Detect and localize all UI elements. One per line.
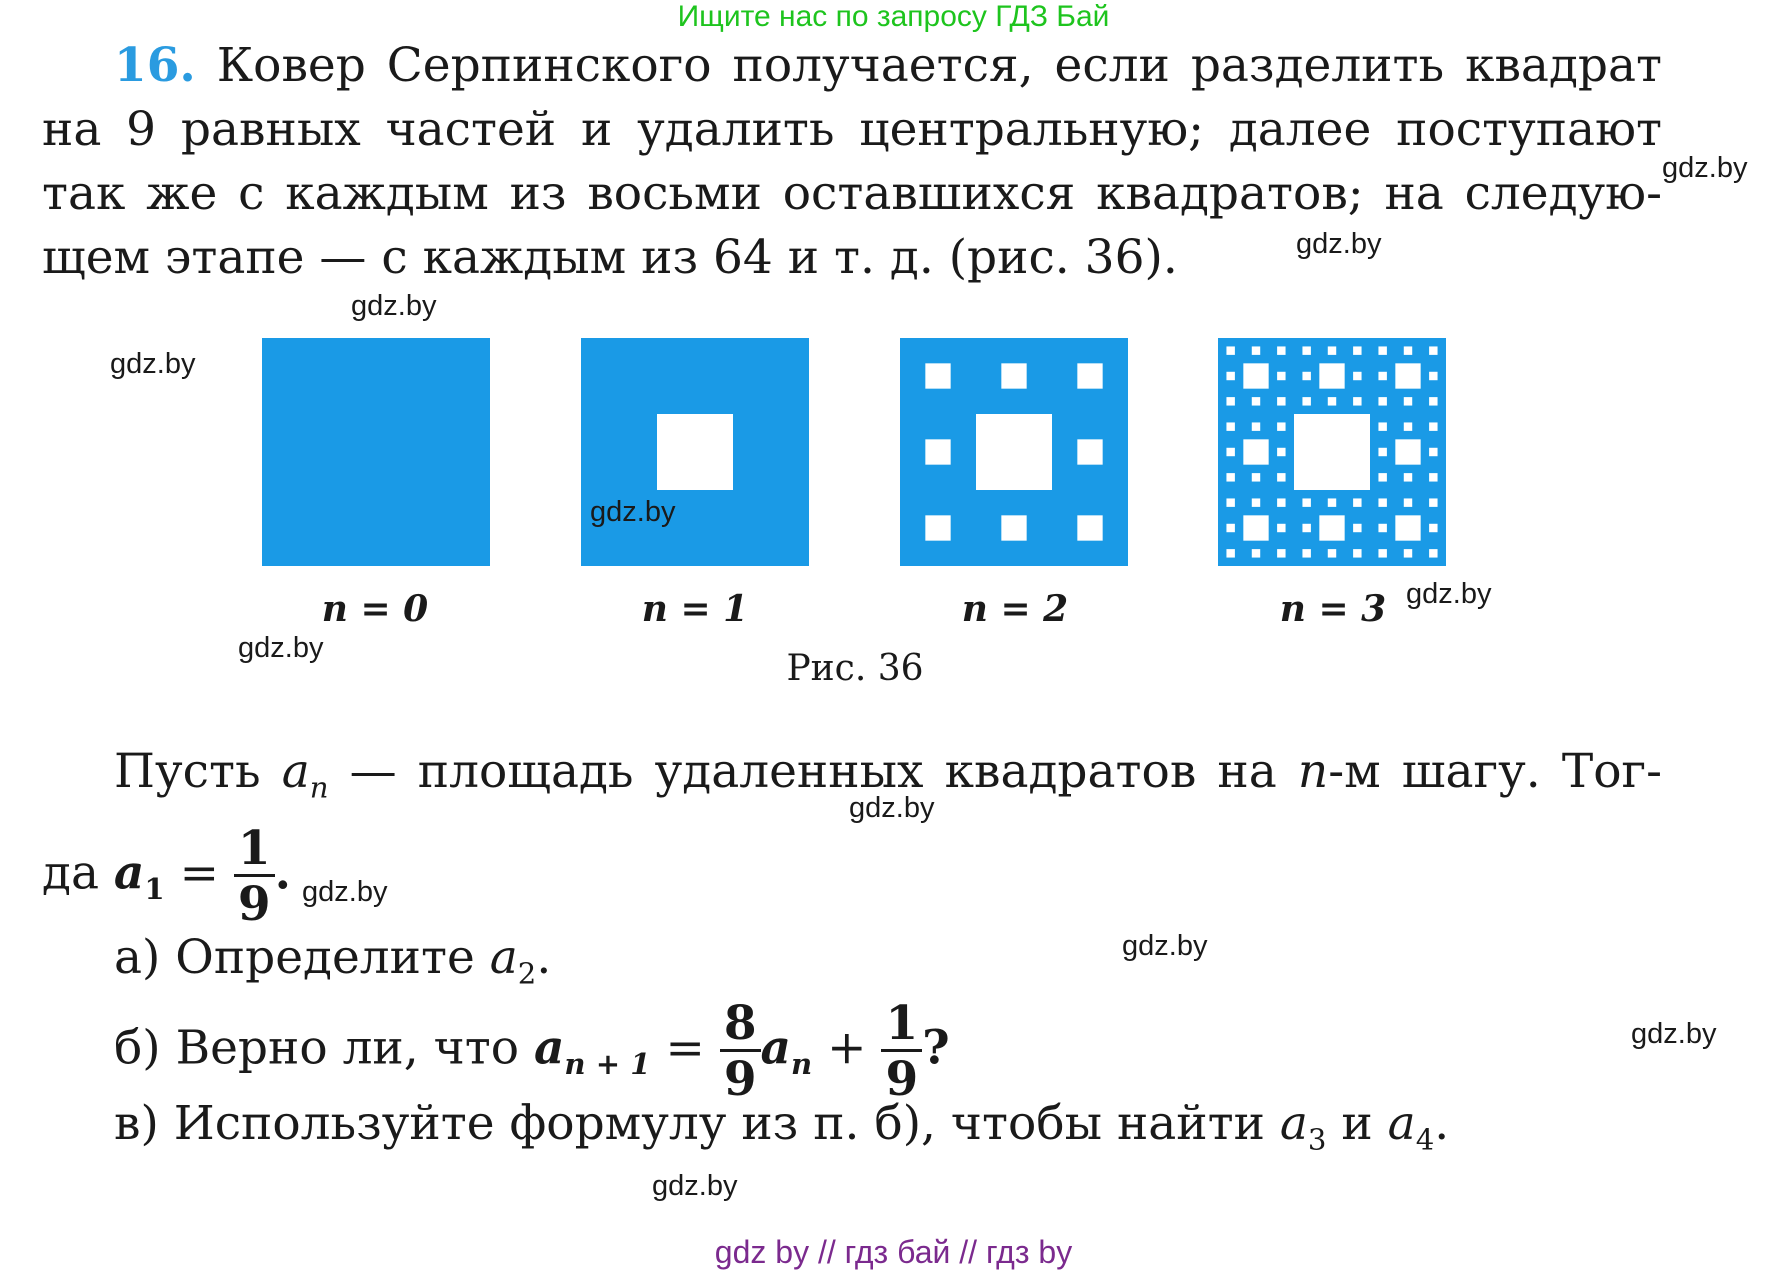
carpet-hole [1001, 515, 1026, 540]
watermark: gdz.by [1296, 228, 1382, 260]
header-ad-text: Ищите нас по запросу ГДЗ Бай [677, 0, 1110, 33]
carpet-hole [1226, 473, 1234, 481]
carpet-hole [657, 414, 733, 490]
watermark: gdz.by [1662, 152, 1748, 184]
carpet-hole [1395, 439, 1420, 464]
carpet-hole [1429, 346, 1437, 354]
carpet-hole [1252, 549, 1260, 557]
carpet-hole [1429, 524, 1437, 532]
carpet-hole [1077, 363, 1102, 388]
carpet-hole [1277, 498, 1285, 506]
carpet-hole [1395, 363, 1420, 388]
carpet-hole [1429, 448, 1437, 456]
carpet-hole [1353, 524, 1361, 532]
carpet-hole [925, 515, 950, 540]
carpet-hole [1277, 346, 1285, 354]
fraction-one-ninth-b: $\frac{1}{9}$ [881, 1000, 922, 1103]
sierpinski-figure [0, 330, 1787, 590]
carpet-hole [1395, 515, 1420, 540]
definition-line-1: Пусть $a_n$ — площадь удаленных квадратов на n-м шагу. Тог- [114, 744, 1663, 805]
carpet-hole [1378, 346, 1386, 354]
carpet-hole [1277, 397, 1285, 405]
carpet-hole [1226, 372, 1234, 380]
definition-line-2: да $a_1$ = $\frac{1}{9}$ . [42, 821, 291, 933]
carpet-hole [1319, 515, 1344, 540]
carpet-hole [1277, 448, 1285, 456]
watermark: gdz.by [238, 632, 324, 664]
definition-text [42, 740, 1663, 933]
problem-number: 16. [114, 38, 196, 93]
carpet-hole [1378, 498, 1386, 506]
carpet-hole [1353, 372, 1361, 380]
carpet-hole [1226, 422, 1234, 430]
carpet-hole [1404, 346, 1412, 354]
carpet-hole [1353, 549, 1361, 557]
carpet-hole [1353, 397, 1361, 405]
carpet-hole [1226, 346, 1234, 354]
carpet-hole [1226, 549, 1234, 557]
watermark: gdz.by [652, 1170, 738, 1202]
carpet-hole [925, 363, 950, 388]
carpet-hole [1404, 422, 1412, 430]
carpet-hole [1429, 498, 1437, 506]
carpet-hole [925, 439, 950, 464]
carpet-hole [1077, 439, 1102, 464]
carpet-hole [1378, 422, 1386, 430]
watermark: gdz.by [110, 348, 196, 380]
carpet-hole [1404, 549, 1412, 557]
problem-text [42, 34, 1662, 290]
carpet-hole [1378, 448, 1386, 456]
watermark: gdz.by [849, 792, 935, 824]
carpet-hole [1378, 524, 1386, 532]
carpet-hole [1319, 363, 1344, 388]
label-n0: n = 0 [321, 588, 429, 630]
carpet-hole [1378, 372, 1386, 380]
problem-line-3: так же с каждым из восьми оставшихся квадратов; на следую- [42, 166, 1662, 221]
item-c: в) Используйте формулу из п. б), чтобы найти $a_3$ и $a_4$. [114, 1096, 1450, 1157]
carpet-hole [1302, 372, 1310, 380]
carpet-hole [1353, 346, 1361, 354]
figure-caption: Рис. 36 [786, 648, 924, 689]
carpet-hole [1277, 524, 1285, 532]
problem-line-1-text: Ковер Серпинского получается, если разделить квадрат [216, 38, 1662, 93]
carpet-hole [1378, 549, 1386, 557]
problem-line-4: щем этапе — с каждым из 64 и т. д. (рис. 36). [42, 230, 1178, 285]
fraction-eight-ninths: $\frac{8}{9}$ [720, 1000, 761, 1103]
carpet-hole [1429, 372, 1437, 380]
carpet-level-0 [262, 338, 490, 566]
watermark: gdz.by [302, 876, 388, 908]
carpet-hole [1252, 397, 1260, 405]
carpet-hole [1277, 422, 1285, 430]
carpet-hole [1226, 397, 1234, 405]
carpet-hole [1429, 397, 1437, 405]
carpet-hole [1294, 414, 1370, 490]
carpet-hole [1277, 549, 1285, 557]
watermark: gdz.by [590, 496, 676, 528]
carpet-hole [1252, 498, 1260, 506]
label-n1: n = 1 [641, 588, 749, 630]
carpet-hole [1328, 549, 1336, 557]
carpet-hole [1226, 524, 1234, 532]
carpet-hole [1226, 498, 1234, 506]
footer-links-text: gdz by // гдз бай // гдз by [714, 1234, 1073, 1270]
carpet-hole [1404, 473, 1412, 481]
carpet-hole [1404, 498, 1412, 506]
carpet-group [262, 338, 1446, 566]
carpet-hole [1226, 448, 1234, 456]
carpet-hole [1252, 346, 1260, 354]
carpet-hole [1328, 397, 1336, 405]
watermark: gdz.by [351, 290, 437, 322]
carpet-hole [1252, 422, 1260, 430]
problem-line-2: на 9 равных частей и удалить центральную; далее поступают [42, 102, 1662, 157]
carpet-hole [1429, 473, 1437, 481]
label-n2: n = 2 [961, 588, 1069, 630]
carpet-hole [1328, 346, 1336, 354]
watermark: gdz.by [1406, 578, 1492, 610]
carpet-hole [1252, 473, 1260, 481]
carpet-hole [1302, 524, 1310, 532]
carpet-hole [1077, 515, 1102, 540]
carpet-hole [1429, 422, 1437, 430]
carpet-hole [1243, 515, 1268, 540]
carpet-hole [1277, 372, 1285, 380]
carpet-hole [976, 414, 1052, 490]
carpet-hole [1353, 498, 1361, 506]
watermark: gdz.by [1631, 1018, 1717, 1050]
problem-line-1 [42, 34, 1662, 98]
item-b: б) Верно ли, что $a_{n + 1}$ = $\frac{8}{9}$ $a_n$ + $\frac{1}{9}$ ? [114, 996, 950, 1107]
carpet-hole [1001, 363, 1026, 388]
carpet-hole [1404, 397, 1412, 405]
carpet-hole [1302, 549, 1310, 557]
carpet-hole [1429, 549, 1437, 557]
carpet-hole [1277, 473, 1285, 481]
watermark: gdz.by [1122, 930, 1208, 962]
carpet-hole [1302, 498, 1310, 506]
carpet-hole [1328, 498, 1336, 506]
carpet-hole [1302, 397, 1310, 405]
fraction-one-ninth: $\frac{1}{9}$ [234, 825, 275, 928]
carpet-hole [1378, 473, 1386, 481]
carpet-hole [1243, 439, 1268, 464]
carpet-hole [1302, 346, 1310, 354]
item-a: а) Определите $a_2$. [114, 930, 552, 991]
label-n3: n = 3 [1279, 588, 1387, 630]
carpet-hole [1243, 363, 1268, 388]
carpet-hole [1378, 397, 1386, 405]
